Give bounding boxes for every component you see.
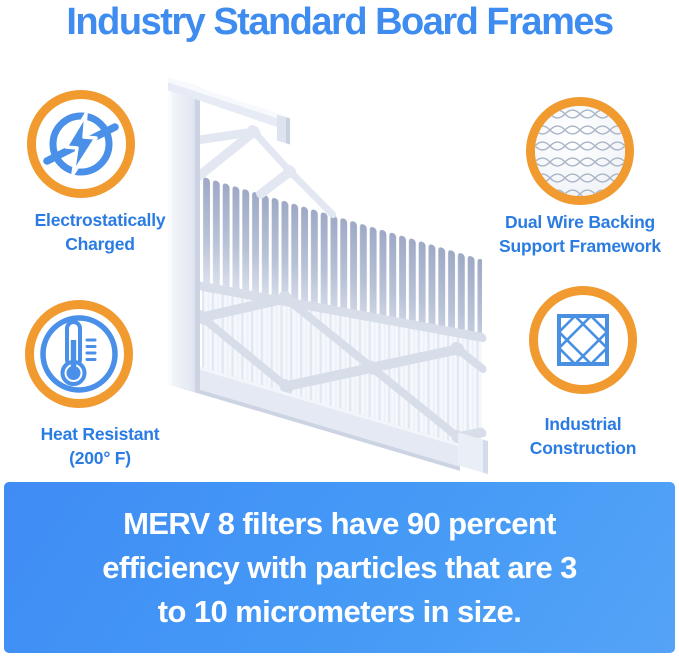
air-filter-product-image: [150, 60, 510, 540]
feature-heat-resistant: [0, 300, 200, 468]
page-title: Industry Standard Board Frames: [66, 1, 613, 43]
banner-line-1: MERV 8 filters have 90 percent: [123, 505, 556, 541]
wire-backing-ring: [526, 97, 634, 205]
banner-line-3: to 10 micrometers in size.: [157, 593, 522, 629]
feature-wire-backing: [480, 97, 679, 256]
feature-label-industrial: Industrial Construction: [529, 414, 637, 458]
industrial-ring: [529, 286, 637, 394]
feature-label-heat-resistant: Heat Resistant (200° F): [40, 424, 160, 468]
wire-mesh-icon: [535, 106, 625, 196]
heat-resistant-ring: [25, 300, 133, 408]
feature-label-wire-backing: Dual Wire Backing Support Framework: [499, 212, 661, 256]
feature-industrial: [483, 286, 679, 458]
feature-electrostatic: [0, 90, 200, 254]
electrostatic-ring: [27, 90, 135, 198]
diamond-lattice-icon: [541, 298, 625, 382]
banner-line-2: efficiency with particles that are 3: [102, 549, 577, 585]
feature-label-electrostatic: Electrostatically Charged: [34, 210, 166, 254]
lightning-bolt-icon: [41, 104, 121, 184]
merv-info-banner: [4, 482, 675, 653]
thermometer-icon: [37, 312, 121, 396]
